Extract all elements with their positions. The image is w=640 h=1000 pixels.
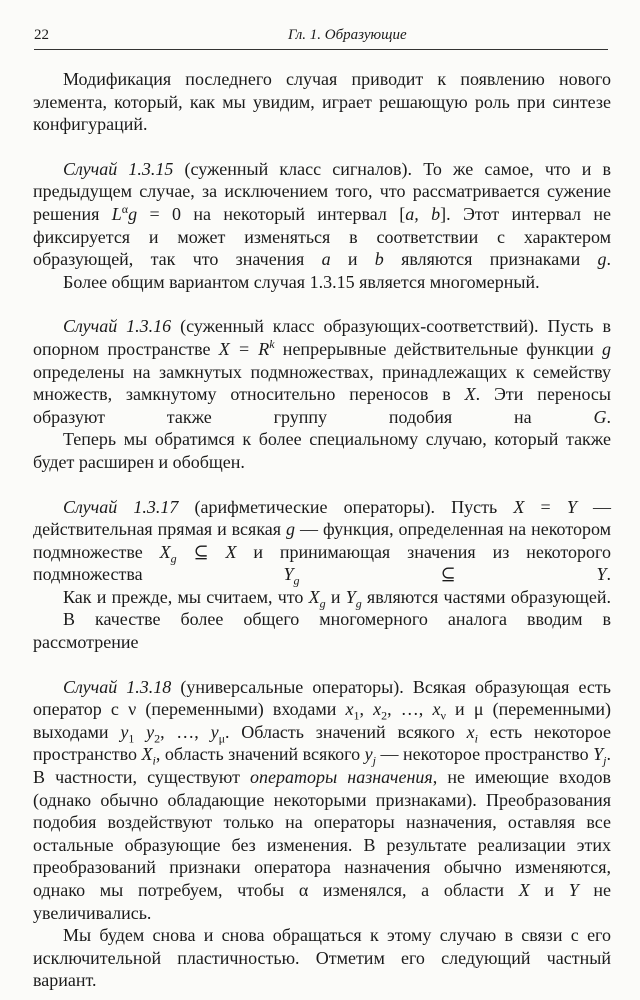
paragraph-case-1-3-15: Случай 1.3.15 (суженный класс сигналов). То же самое, что и в предыдущем случае, за исключением того, что рассматривается сужение решения $L^\alpha g = 0$ на некоторый интервал [a, b]. Этот интервал не фиксируется и может изменяться в соответствии с характером образующей, так что значения a и b являются признаками g.	[33, 158, 612, 270]
paragraph-conclusion: Мы будем снова и снова обращаться к этому случаю в связи с его исключительной пластичностью. Отметим его следующий частный вариант.	[33, 925, 611, 991]
paragraph-case-1-3-18: Случай 1.3.18 (универсальные операторы). Всякая образующая есть оператор с ν (переменными) входами $x_1$, $x_2$, …, $x_\nu$ и μ (переменными) выходами $y_1$ $y_2$, …, $y_\mu$. Область значений всякого $x_i$ есть некоторое пространство $X_i$, область значений всякого $y_j$ — некоторое пространство $Y_j$. В частности, существуют операторы назначения, не имеющие входов (однако обычно обладающие некоторыми признаками). Преобразования подобия воздействуют только на операторы назначения, оставляя все остальные образующие без изменения. В результате реализации этих преобразований признаки оператора назначения обычно изменяются, однако мы потребуем, чтобы α изменялся, а области X и Y не увеличивались.	[33, 676, 612, 923]
case-label: Случай 1.3.15	[63, 158, 174, 179]
page-header	[34, 27, 608, 50]
paragraph-multidim: Более общим вариантом случая 1.3.15 является многомерный.	[63, 271, 540, 292]
paragraph-case-1-3-17: Случай 1.3.17 (арифметические операторы). Пусть X = Y — действительная прямая и всякая g — функция, определенная на некотором подмножестве $X_g$ ⊆ X и принимающая значения из некоторого подмножества $Y_g$ ⊆ Y.	[33, 496, 611, 588]
case-label: Случай 1.3.18	[63, 676, 172, 697]
case-label: Случай 1.3.16	[63, 316, 172, 337]
page-body	[33, 68, 611, 992]
paragraph-multidim-analog: В качестве более общего многомерного аналога вводим в рассмотрение	[33, 609, 611, 653]
paragraph-transition: Теперь мы обратимся к более специальному случаю, который также будет расширен и обобщен.	[33, 429, 611, 472]
running-title: Гл. 1. Образующие	[288, 27, 407, 43]
paragraph-parts: Как и прежде, мы считаем, что $X_g$ и $Y_g$ являются частями образующей.	[63, 586, 612, 611]
page-number: 22	[34, 27, 49, 43]
paragraph-case-1-3-16: Случай 1.3.16 (суженный класс образующих-соответствий). Пусть в опорном пространстве $X = R^k$ непрерывные действительные функции g определены на замкнутых подмножествах, принадлежащих к семейству множеств, замкнутому относительно переносов в X. Эти переносы образуют также группу подобия на G.	[33, 316, 611, 427]
term-assignment-operators: операторы назначения	[250, 767, 433, 788]
case-label: Случай 1.3.17	[63, 496, 179, 517]
paragraph-intro: Модификация последнего случая приводит к появлению нового элемента, который, как мы увидим, играет решающую роль при синтезе конфигураций.	[33, 69, 611, 135]
